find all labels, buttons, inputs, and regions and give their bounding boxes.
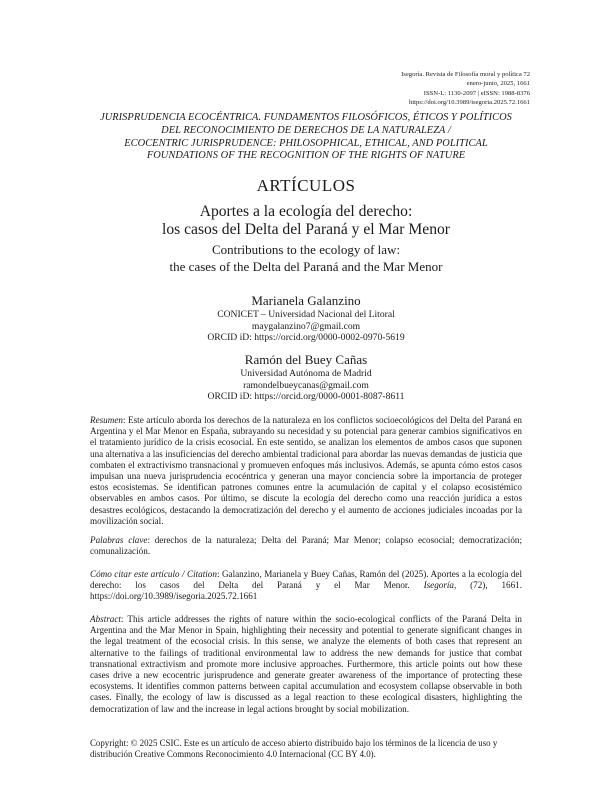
abstract — [90, 614, 522, 715]
author-affiliation: CONICET – Universidad Nacional del Litoral — [217, 309, 395, 320]
article-title-es — [60, 203, 552, 239]
article-title-en-line2: the cases of the Delta del Paraná and the Mar Menor — [169, 258, 443, 274]
abstract-text: : This article addresses the rights of nature within the socio-ecological conflicts of the Paraná Delta in Argentina and the Mar Menor in Spain, highlighting their necessity and potential to generate significant changes in the legal treatment of the ecosocial crisis. In this sense, we analyze the elements of both cases that represent an alternative to the failings of traditional environmental law to address the new demands for justice that combat transnational extractivism and promote more inclusive approaches. Furthermore, this article points out how these cases drive a new ecocentric jurisprudence and generate greater awareness of the importance of protecting these ecosystems. It identifies common patterns between capital accumulation and ecosystem collapse observable in both cases. Finally, the ecology of law is discussed as a legal reaction to these ecological disasters, highlighting the democratization of law and the increase in legal actions brought by social mobilization. — [90, 614, 522, 714]
issue-date: enero-junio, 2025, 1661 — [466, 80, 530, 88]
special-issue-title-es: JURISPRUDENCIA ECOCÉNTRICA. FUNDAMENTOS FILOSÓFICOS, ÉTICOS Y POLÍTICOS DEL RECONOCIMIENTO DE DERECHOS DE LA NATURALEZA / — [100, 112, 512, 136]
section-heading: ARTÍCULOS — [256, 176, 356, 195]
author-orcid[interactable]: ORCID iD: https://orcid.org/0000-0002-0970-5619 — [207, 332, 405, 344]
resumen — [90, 415, 522, 527]
doi-link[interactable]: https://doi.org/10.3989/isegoria.2025.72.1661 — [409, 99, 530, 107]
special-issue-title — [90, 112, 522, 163]
palabras-clave — [90, 535, 522, 557]
author-email[interactable]: ramondelbueycanas@gmail.com — [243, 379, 369, 391]
author-name: Ramón del Buey Cañas — [244, 352, 368, 367]
author-name: Marianela Galanzino — [251, 293, 361, 308]
article-title-en — [60, 242, 552, 275]
author-orcid[interactable]: ORCID iD: https://orcid.org/0000-0001-8087-8611 — [207, 391, 405, 403]
author-block — [100, 352, 512, 403]
article-title-es-line2: los casos del Delta del Paraná y el Mar Menor — [162, 221, 450, 238]
citation-text: : Galanzino, Marianela y Buey Cañas, Ramón del (2025). Aportes a la ecología del derecho: los casos del Delta del Paraná y el Mar Menor. — [90, 569, 522, 591]
issn: ISSN-L: 1130-2097 | eISSN: 1988-8376 — [423, 89, 530, 97]
citation — [90, 569, 522, 603]
article-title-en-line1: Contributions to the ecology of law: — [211, 242, 401, 257]
citation-text-end: , (72), 1661. https://doi.org/10.3989/isegoria.2025.72.1661 — [90, 580, 523, 602]
special-issue-title-en: ECOCENTRIC JURISPRUDENCE: PHILOSOPHICAL, ETHICAL, AND POLITICAL FOUNDATIONS OF THE RECOGNITION OF THE RIGHTS OF NATURE — [124, 137, 488, 162]
author-block — [100, 293, 512, 344]
copyright-notice: Copyright: © 2025 CSIC. Este es un artículo de acceso abierto distribuido bajo los términos de la licencia de uso y distribución Creative Commons Reconocimiento 4.0 Internacional (CC BY 4.0). — [90, 738, 498, 760]
journal-header — [401, 70, 530, 108]
author-email[interactable]: maygalanzino7@gmail.com — [251, 320, 361, 332]
abstract-label: Abstract — [90, 614, 121, 624]
resumen-label: Resumen — [90, 415, 123, 425]
citation-label: Cómo citar este artículo / Citation — [90, 569, 217, 579]
article-title-es-line1: Aportes a la ecología del derecho: — [199, 203, 413, 220]
palabras-clave-label: Palabras clave — [90, 535, 148, 545]
palabras-clave-text: : derechos de la naturaleza; Delta del Paraná; Mar Menor; colapso ecosocial; democratización; comunalización. — [90, 535, 522, 557]
citation-journal: Isegoría — [423, 580, 454, 591]
journal-name: Isegoría. Revista de Filosofía moral y política 72 — [401, 71, 530, 78]
author-affiliation: Universidad Autónoma de Madrid — [240, 368, 372, 379]
resumen-text: : Este artículo aborda los derechos de la naturaleza en los conflictos socioecológicos del Delta del Paraná en Argentina y el Mar Menor en España, subrayando su necesidad y su potencial para generar cambios significativos en el tratamiento jurídico de la crisis ecosocial. En este sentido, se analizan los elementos de ambos casos que suponen una alternativa a las insuficiencias del derecho ambiental tradicional para abordar las nuevas demandas de justicia que combaten el extractivismo transnacional y promueven enfoques más inclusivos. Además, se apunta cómo estos casos impulsan una nueva jurisprudencia ecocéntrica y generan una mayor conciencia sobre la importancia de proteger estos ecosistemas. Se identifican patrones comunes entre la acumulación de capital y el colapso ecosistémico observables en ambos casos. Por último, se discute la ecología del derecho como una reacción jurídica a estos desastres ecológicos, destacando la democratización del derecho y el aumento de acciones judiciales incoadas por la movilización social. — [90, 415, 522, 526]
